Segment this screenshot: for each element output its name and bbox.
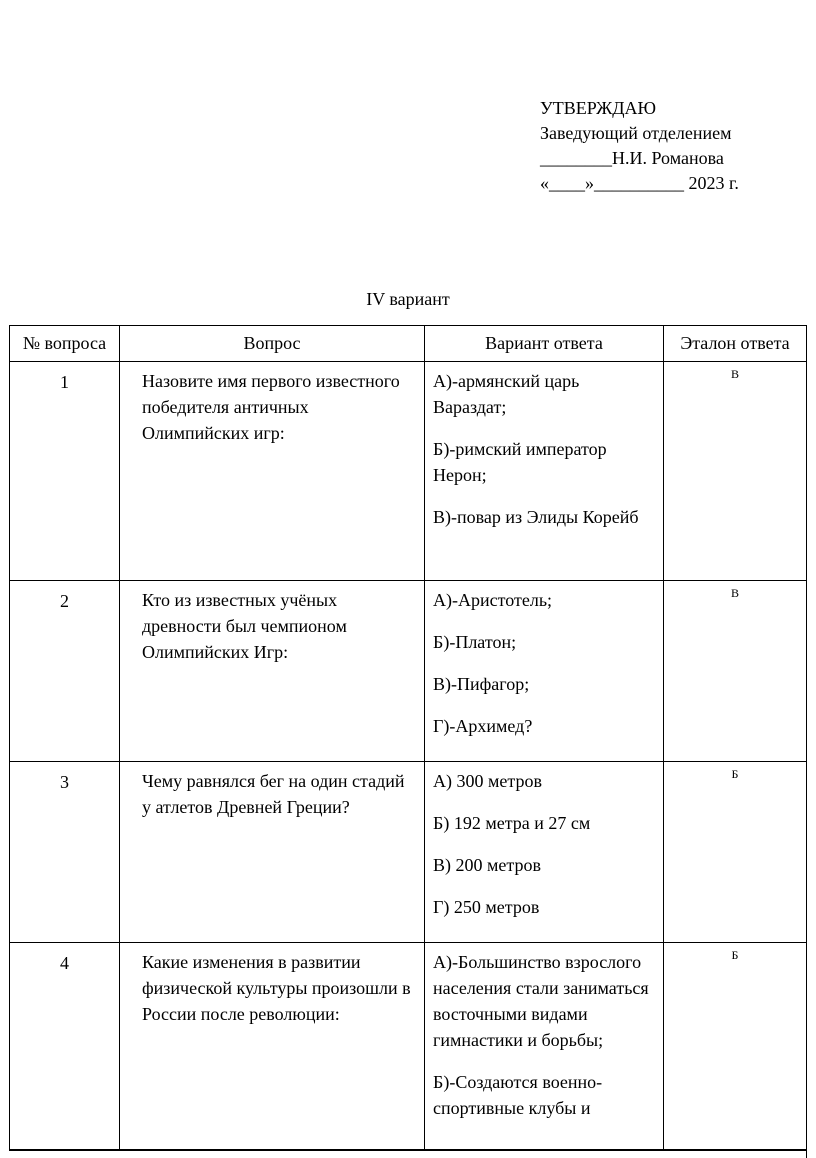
answer-options-cell xyxy=(425,762,664,943)
answer-option: В)-повар из Элиды Корейб xyxy=(433,507,639,527)
etalon-answer: В xyxy=(664,581,807,762)
etalon-answer: Б xyxy=(664,943,807,1158)
answer-options-cell xyxy=(425,581,664,762)
answer-option: Б)-Создаются военно-спортивные клубы и xyxy=(433,1072,603,1118)
question-number: 2 xyxy=(10,581,120,762)
variant-title: IV вариант xyxy=(366,289,450,309)
header-question-number: № вопроса xyxy=(10,326,120,362)
question-number: 3 xyxy=(10,762,120,943)
table-row xyxy=(10,581,807,762)
answer-option: В) 200 метров xyxy=(433,855,541,875)
approval-line-date: «____»__________ 2023 г. xyxy=(540,173,739,193)
answer-option: Г) 250 метров xyxy=(433,897,540,917)
quiz-table xyxy=(9,325,807,1158)
question-number: 4 xyxy=(10,943,120,1158)
header-etalon: Эталон ответа xyxy=(664,326,807,362)
question-text: Какие изменения в развитии физической культуры произошли в России после революции: xyxy=(120,943,425,1158)
question-number: 1 xyxy=(10,362,120,581)
approval-block xyxy=(540,96,816,196)
answer-option: Б) 192 метра и 27 см xyxy=(433,813,591,833)
etalon-answer: В xyxy=(664,362,807,581)
table-row xyxy=(10,943,807,1158)
etalon-answer: Б xyxy=(664,762,807,943)
table-row xyxy=(10,362,807,581)
table-page-break-border xyxy=(9,1149,806,1158)
answer-options-cell xyxy=(425,943,664,1158)
answer-option: Г)-Архимед? xyxy=(433,716,533,736)
header-answer-options: Вариант ответа xyxy=(425,326,664,362)
answer-option: В)-Пифагор; xyxy=(433,674,530,694)
header-question: Вопрос xyxy=(120,326,425,362)
question-text: Кто из известных учёных древности был чемпионом Олимпийских Игр: xyxy=(120,581,425,762)
answer-option: Б)-римский император Нерон; xyxy=(433,439,607,485)
answer-options-cell xyxy=(425,362,664,581)
table-row xyxy=(10,762,807,943)
answer-option: А)-Аристотель; xyxy=(433,590,553,610)
question-text: Чему равнялся бег на один стадий у атлетов Древней Греции? xyxy=(120,762,425,943)
answer-option: А) 300 метров xyxy=(433,771,542,791)
approval-line-signature: ________Н.И. Романова xyxy=(540,148,724,168)
answer-option: Б)-Платон; xyxy=(433,632,517,652)
answer-option: А)-Большинство взрослого населения стали заниматься восточными видами гимнастики и борьбы; xyxy=(433,952,649,1050)
table-header-row xyxy=(10,326,807,362)
answer-option: А)-армянский царь Вараздат; xyxy=(433,371,580,417)
question-text: Назовите имя первого известного победителя античных Олимпийских игр: xyxy=(120,362,425,581)
approval-line-position: Заведующий отделением xyxy=(540,123,732,143)
approval-line-utverzhdayu: УТВЕРЖДАЮ xyxy=(540,98,657,118)
